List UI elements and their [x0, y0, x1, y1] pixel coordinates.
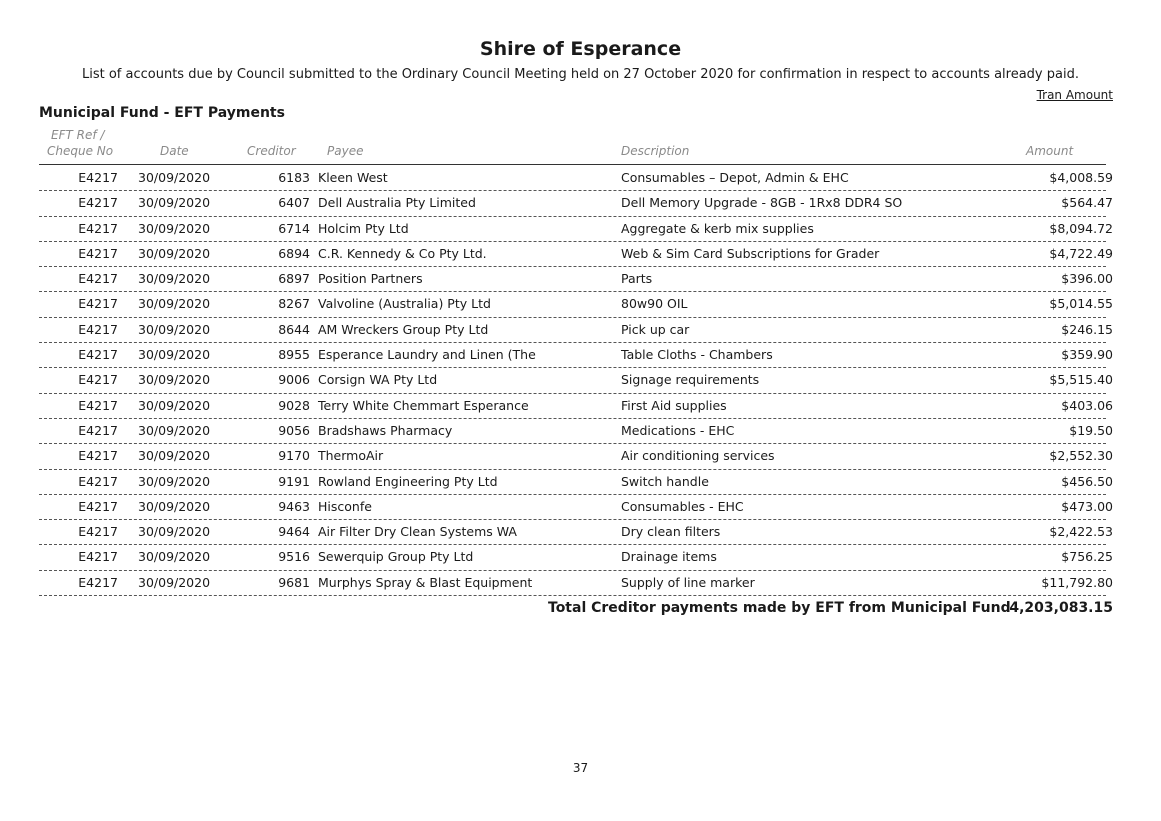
cell-payee: Sewerquip Group Pty Ltd: [318, 549, 474, 565]
cell-amount: $5,014.55: [1049, 296, 1113, 312]
cell-eft-ref: E4217: [78, 473, 118, 489]
cell-date: 30/09/2020: [138, 220, 211, 236]
cell-description: 80w90 OIL: [621, 296, 688, 312]
cell-eft-ref: E4217: [78, 498, 118, 514]
cell-description: First Aid supplies: [621, 397, 727, 413]
table-row: [0, 367, 1161, 392]
cell-amount: $456.50: [1061, 473, 1113, 489]
cell-payee: Murphys Spray & Blast Equipment: [318, 574, 533, 590]
cell-payee: Position Partners: [318, 271, 423, 287]
cell-description: Signage requirements: [621, 372, 760, 388]
cell-description: Aggregate & kerb mix supplies: [621, 220, 814, 236]
cell-amount: $756.25: [1061, 549, 1113, 565]
tran-amount-label: Tran Amount: [1036, 88, 1113, 102]
cell-description: Consumables - EHC: [621, 498, 744, 514]
cell-creditor: 9464: [278, 524, 310, 540]
table-row: [0, 544, 1161, 569]
header-payee: Payee: [327, 144, 364, 158]
cell-payee: Air Filter Dry Clean Systems WA: [318, 524, 517, 540]
cell-description: Air conditioning services: [621, 448, 775, 464]
cell-payee: Rowland Engineering Pty Ltd: [318, 473, 498, 489]
table-row: [0, 418, 1161, 443]
cell-description: Table Cloths - Chambers: [621, 347, 773, 363]
cell-date: 30/09/2020: [138, 422, 211, 438]
cell-eft-ref: E4217: [78, 195, 118, 211]
cell-payee: Bradshaws Pharmacy: [318, 422, 453, 438]
cell-creditor: 9170: [278, 448, 310, 464]
cell-description: Consumables – Depot, Admin & EHC: [621, 170, 849, 185]
cell-payee: Kleen West: [318, 170, 388, 185]
table-row: [0, 165, 1161, 190]
cell-payee: Esperance Laundry and Linen (The: [318, 347, 536, 363]
cell-creditor: 8644: [278, 321, 310, 337]
cell-description: Switch handle: [621, 473, 709, 489]
cell-date: 30/09/2020: [138, 347, 211, 363]
cell-eft-ref: E4217: [78, 347, 118, 363]
cell-creditor: 6894: [278, 245, 310, 261]
cell-creditor: 9056: [278, 422, 310, 438]
cell-payee: Valvoline (Australia) Pty Ltd: [318, 296, 491, 312]
cell-description: Web & Sim Card Subscriptions for Grader: [621, 245, 880, 261]
cell-date: 30/09/2020: [138, 321, 211, 337]
cell-date: 30/09/2020: [138, 549, 211, 565]
table-row: [0, 216, 1161, 241]
table-row: [0, 393, 1161, 418]
table-row: [0, 266, 1161, 291]
page-subtitle: List of accounts due by Council submitted to the Ordinary Council Meeting held on 27 October 2020 for confirmation in respect to accounts already paid.: [82, 67, 1079, 82]
table-row: [0, 317, 1161, 342]
header-eft-ref: EFT Ref /: [51, 128, 105, 142]
table-row: [0, 190, 1161, 215]
cell-amount: $403.06: [1061, 397, 1113, 413]
cell-amount: $19.50: [1069, 422, 1113, 438]
cell-date: 30/09/2020: [138, 372, 211, 388]
cell-payee: AM Wreckers Group Pty Ltd: [318, 321, 489, 337]
cell-eft-ref: E4217: [78, 372, 118, 388]
cell-amount: $11,792.80: [1041, 574, 1113, 590]
row-divider: [39, 595, 1106, 596]
table-row: [0, 469, 1161, 494]
cell-date: 30/09/2020: [138, 195, 211, 211]
header-cheque-no: Cheque No: [47, 144, 114, 158]
cell-date: 30/09/2020: [138, 498, 211, 514]
cell-eft-ref: E4217: [78, 448, 118, 464]
cell-creditor: 6183: [278, 170, 310, 185]
cell-amount: $2,552.30: [1049, 448, 1113, 464]
cell-creditor: 9191: [278, 473, 310, 489]
total-value: 4,203,083.15: [1009, 600, 1113, 616]
cell-creditor: 6897: [278, 271, 310, 287]
table-row: [0, 291, 1161, 316]
cell-amount: $396.00: [1061, 271, 1113, 287]
cell-creditor: 8267: [278, 296, 310, 312]
cell-creditor: 6407: [278, 195, 310, 211]
cell-amount: $2,422.53: [1049, 524, 1113, 540]
cell-payee: Corsign WA Pty Ltd: [318, 372, 438, 388]
cell-description: Drainage items: [621, 549, 717, 565]
payments-table: [0, 165, 1161, 595]
cell-payee: ThermoAir: [318, 448, 384, 464]
cell-date: 30/09/2020: [138, 574, 211, 590]
cell-creditor: 9006: [278, 372, 310, 388]
cell-creditor: 9028: [278, 397, 310, 413]
cell-amount: $4,722.49: [1049, 245, 1113, 261]
header-creditor: Creditor: [247, 144, 296, 158]
header-date: Date: [160, 144, 189, 158]
cell-description: Dell Memory Upgrade - 8GB - 1Rx8 DDR4 SO: [621, 195, 903, 211]
cell-creditor: 9516: [278, 549, 310, 565]
table-row: [0, 570, 1161, 595]
cell-eft-ref: E4217: [78, 170, 118, 185]
cell-eft-ref: E4217: [78, 296, 118, 312]
cell-date: 30/09/2020: [138, 448, 211, 464]
cell-payee: Holcim Pty Ltd: [318, 220, 409, 236]
cell-amount: $4,008.59: [1049, 170, 1113, 185]
cell-creditor: 9681: [278, 574, 310, 590]
cell-eft-ref: E4217: [78, 271, 118, 287]
table-row: [0, 342, 1161, 367]
cell-description: Dry clean filters: [621, 524, 721, 540]
section-title: Municipal Fund - EFT Payments: [39, 105, 285, 121]
cell-eft-ref: E4217: [78, 574, 118, 590]
table-row: [0, 443, 1161, 468]
table-row: [0, 519, 1161, 544]
cell-eft-ref: E4217: [78, 549, 118, 565]
cell-amount: $5,515.40: [1049, 372, 1113, 388]
total-label: Total Creditor payments made by EFT from Municipal Fund: [548, 600, 1011, 616]
cell-payee: Dell Australia Pty Limited: [318, 195, 476, 211]
cell-eft-ref: E4217: [78, 397, 118, 413]
cell-description: Medications - EHC: [621, 422, 735, 438]
cell-payee: Terry White Chemmart Esperance: [318, 397, 529, 413]
cell-creditor: 6714: [278, 220, 310, 236]
cell-date: 30/09/2020: [138, 271, 211, 287]
cell-date: 30/09/2020: [138, 245, 211, 261]
cell-eft-ref: E4217: [78, 422, 118, 438]
cell-eft-ref: E4217: [78, 321, 118, 337]
page-number: 37: [572, 761, 589, 775]
cell-payee: C.R. Kennedy & Co Pty Ltd.: [318, 245, 487, 261]
cell-payee: Hisconfe: [318, 498, 372, 514]
header-amount: Amount: [1026, 144, 1074, 158]
cell-creditor: 9463: [278, 498, 310, 514]
cell-date: 30/09/2020: [138, 170, 211, 185]
header-description: Description: [621, 144, 690, 158]
cell-description: Parts: [621, 271, 653, 287]
cell-date: 30/09/2020: [138, 473, 211, 489]
cell-eft-ref: E4217: [78, 245, 118, 261]
cell-amount: $359.90: [1061, 347, 1113, 363]
cell-amount: $246.15: [1061, 321, 1113, 337]
cell-description: Pick up car: [621, 321, 690, 337]
table-row: [0, 241, 1161, 266]
table-row: [0, 494, 1161, 519]
cell-date: 30/09/2020: [138, 296, 211, 312]
cell-date: 30/09/2020: [138, 524, 211, 540]
cell-eft-ref: E4217: [78, 524, 118, 540]
cell-creditor: 8955: [278, 347, 310, 363]
page-title: Shire of Esperance: [479, 38, 682, 60]
cell-description: Supply of line marker: [621, 574, 755, 590]
cell-amount: $8,094.72: [1049, 220, 1113, 236]
cell-eft-ref: E4217: [78, 220, 118, 236]
cell-amount: $564.47: [1061, 195, 1113, 211]
cell-date: 30/09/2020: [138, 397, 211, 413]
cell-amount: $473.00: [1061, 498, 1113, 514]
